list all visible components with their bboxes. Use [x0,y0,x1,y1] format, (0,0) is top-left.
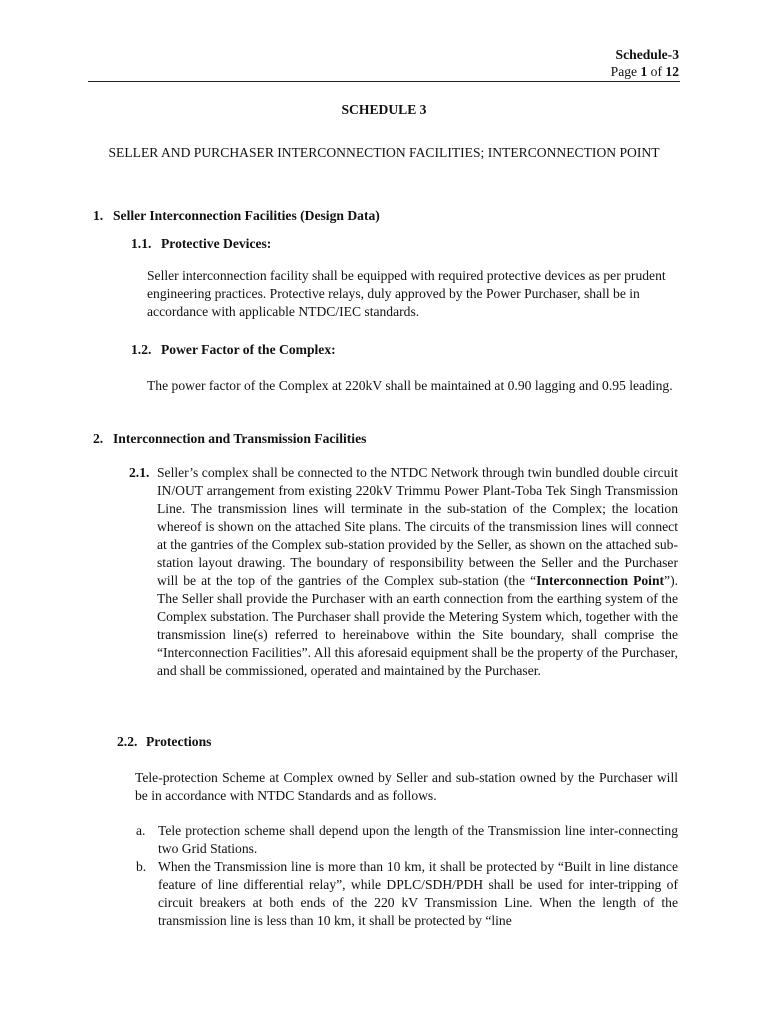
page-header [611,46,679,80]
page-of: of [647,64,666,79]
section-2-heading: Interconnection and Transmission Facilities [113,431,367,446]
document-title: SCHEDULE 3 [341,102,427,117]
list-item-b-label: b. [136,859,147,874]
page-prefix: Page [610,64,641,79]
section-1-1-heading: Protective Devices: [161,236,272,251]
section-2-1-text [157,464,678,680]
section-2-2-heading: Protections [146,734,212,749]
section-2-1-number: 2.1. [129,465,150,480]
page-number [611,63,679,80]
list-item-b-text: When the Transmission line is more than 10 km, it shall be protected by “Built in line distance feature of line differential relay”, while DPLC/SDH/PDH shall be used for inter-tripping of circuit breakers at both ends of the 220 kV Transmission Line. When the length of the transmission line is less than 10 km, it shall be protected by “line [158,859,678,928]
section-2-2-number: 2.2. [117,734,138,749]
section-2-2-intro: Tele-protection Scheme at Complex owned by Seller and sub-station owned by the Purchaser will be in accordance with NTDC Standards and as follows. [135,770,678,803]
section-1-number: 1. [93,208,104,223]
section-1-2-text: The power factor of the Complex at 220kV shall be maintained at 0.90 lagging and 0.95 leading. [147,378,673,393]
list-item-a-label: a. [136,823,146,838]
section-2-1-text-b: ”). The Seller shall provide the Purchaser with an earth connection from the earthing system of the Complex substation. The Purchaser shall provide the Metering System which, together with the transmission line(s) referred to hereinabove within the Site boundary, shall comprise the “Interconnection Facilities”. All this aforesaid equipment shall be the property of the Purchaser, and shall be commissioned, operated and maintained by the Purchaser. [157,573,678,678]
list-item-a-text: Tele protection scheme shall depend upon the length of the Transmission line inter-connecting two Grid Stations. [158,823,678,856]
section-2-1-text-a: Seller’s complex shall be connected to the NTDC Network through twin bundled double circuit IN/OUT arrangement from existing 220kV Trimmu Power Plant-Toba Tek Singh Transmission Line. The transmission lines will terminate in the sub-station of the Complex; the location whereof is shown on the attached Site plans. The circuits of the transmission lines will connect at the gantries of the Complex sub-station provided by the Seller, as shown on the attached sub-station layout drawing. The boundary of responsibility between the Seller and the Purchaser will be at the top of the gantries of the Complex sub-station (the “ [157,465,678,588]
section-1-1-number: 1.1. [131,236,152,251]
page-total: 12 [665,64,679,79]
section-1-2-number: 1.2. [131,342,152,357]
section-2-number: 2. [93,431,104,446]
schedule-label: Schedule-3 [615,47,679,62]
page-num: 1 [640,64,648,79]
header-rule [88,81,680,82]
document-subtitle: SELLER AND PURCHASER INTERCONNECTION FACILITIES; INTERCONNECTION POINT [108,145,660,160]
interconnection-point-term: Interconnection Point [536,573,665,588]
section-1-2-heading: Power Factor of the Complex: [161,342,336,357]
section-1-heading: Seller Interconnection Facilities (Design Data) [113,208,380,223]
section-1-1-text: Seller interconnection facility shall be equipped with required protective devices as per prudent engineering practices. Protective relays, duly approved by the Power Purchaser, shall be in accordance with applicable NTDC/IEC standards. [147,268,666,319]
